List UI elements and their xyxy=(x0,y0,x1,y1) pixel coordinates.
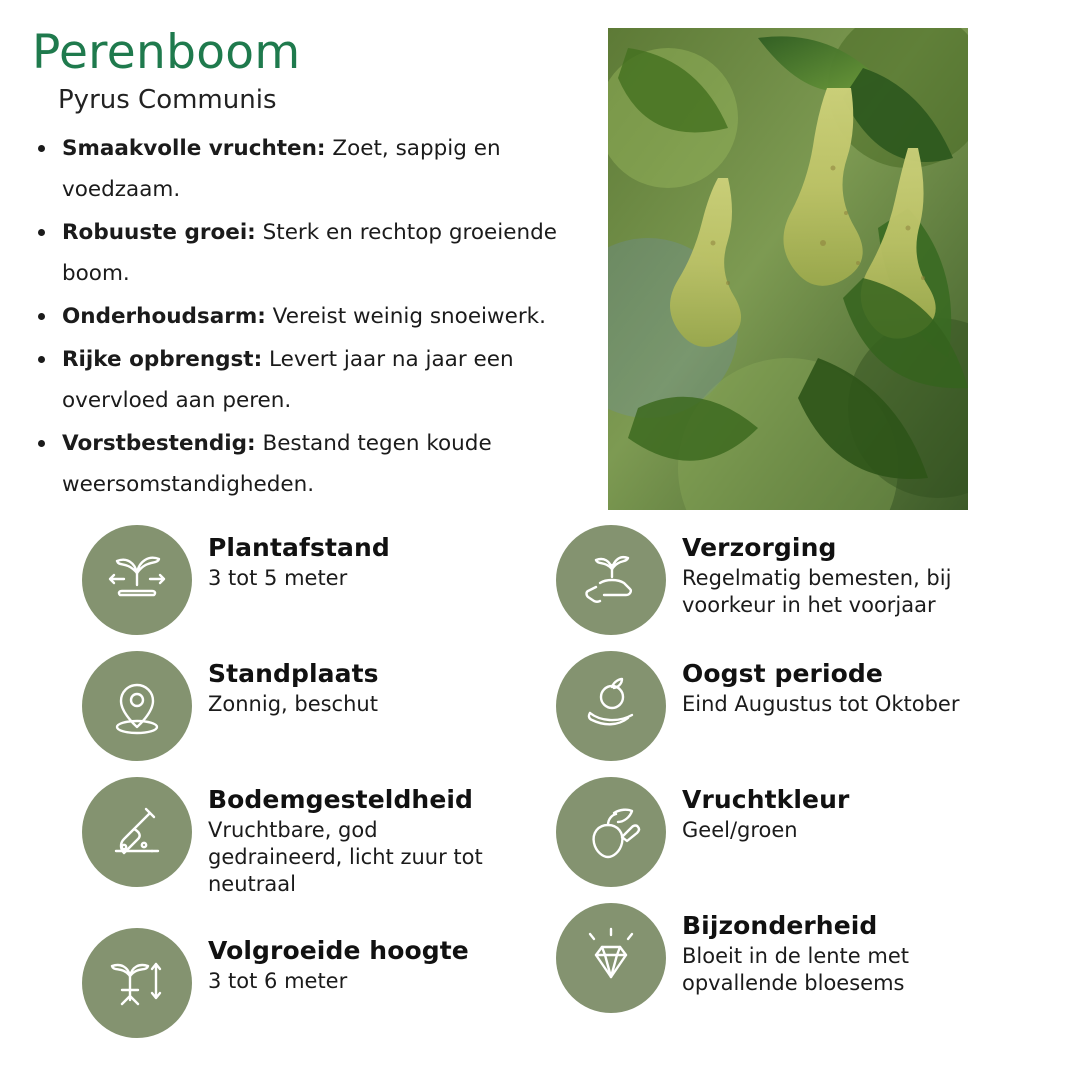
plant-height-icon xyxy=(82,928,192,1038)
page-title: Perenboom xyxy=(32,25,301,80)
feature-list xyxy=(32,128,597,507)
info-title: Bijzonderheid xyxy=(682,911,878,940)
info-item-volgroeide-hoogte xyxy=(82,928,552,1024)
info-title: Plantafstand xyxy=(208,533,390,562)
info-title: Oogst periode xyxy=(682,659,883,688)
info-item-vruchtkleur xyxy=(556,777,1026,873)
hand-plant-icon xyxy=(556,525,666,635)
feature-label: Rijke opbrengst: xyxy=(62,347,263,372)
bullet-icon xyxy=(38,356,45,363)
feature-label: Onderhoudsarm: xyxy=(62,304,266,329)
info-title: Verzorging xyxy=(682,533,837,562)
feature-text: Sterk en rechtop groeiende boom. xyxy=(62,220,557,286)
feature-text: Bestand tegen koude weersomstandigheden. xyxy=(62,431,492,497)
bullet-icon xyxy=(38,313,45,320)
feature-label: Vorstbestendig: xyxy=(62,431,256,456)
info-text xyxy=(208,651,552,718)
info-value: 3 tot 5 meter xyxy=(208,566,348,590)
fruit-leaf-icon xyxy=(556,777,666,887)
info-item-bodemgesteldheid xyxy=(82,777,552,898)
info-item-verzorging xyxy=(556,525,1026,621)
feature-text: Levert jaar na jaar een overvloed aan peren. xyxy=(62,347,514,413)
info-value: Bloeit in de lente met opvallende bloesems xyxy=(682,944,910,995)
location-pin-icon xyxy=(82,651,192,761)
info-item-bijzonderheid xyxy=(556,903,1026,999)
list-item xyxy=(32,128,597,210)
list-item xyxy=(32,423,597,505)
info-item-standplaats xyxy=(82,651,552,747)
feature-label: Robuuste groei: xyxy=(62,220,256,245)
info-value: Eind Augustus tot Oktober xyxy=(682,692,960,716)
info-text xyxy=(682,525,1026,619)
info-value: Vruchtbare, god gedraineerd, licht zuur tot neutraal xyxy=(208,818,483,896)
info-text xyxy=(682,651,1026,718)
pear-tree-photo xyxy=(608,28,968,510)
info-item-oogst-periode xyxy=(556,651,1026,747)
info-column-left xyxy=(82,525,552,1036)
info-value: 3 tot 6 meter xyxy=(208,969,348,993)
info-value: Zonnig, beschut xyxy=(208,692,378,716)
header xyxy=(32,26,592,116)
hand-fruit-icon xyxy=(556,651,666,761)
diamond-icon xyxy=(556,903,666,1013)
feature-text: Vereist weinig snoeiwerk. xyxy=(265,304,546,329)
info-item-plantafstand xyxy=(82,525,552,621)
bullet-icon xyxy=(38,145,45,152)
info-text xyxy=(208,525,552,592)
info-text xyxy=(682,903,1026,997)
info-text xyxy=(208,777,552,898)
bullet-icon xyxy=(38,440,45,447)
feature-label: Smaakvolle vruchten: xyxy=(62,136,326,161)
list-item xyxy=(32,212,597,294)
plant-spacing-icon xyxy=(82,525,192,635)
info-title: Bodemgesteldheid xyxy=(208,785,474,814)
info-text xyxy=(208,928,552,995)
info-value: Geel/groen xyxy=(682,818,798,842)
page-subtitle: Pyrus Communis xyxy=(58,85,277,115)
info-text xyxy=(682,777,1026,844)
info-column-right xyxy=(556,525,1026,1011)
info-title: Volgroeide hoogte xyxy=(208,936,469,965)
info-title: Standplaats xyxy=(208,659,379,688)
bullet-icon xyxy=(38,229,45,236)
list-item xyxy=(32,296,597,337)
shovel-soil-icon xyxy=(82,777,192,887)
list-item xyxy=(32,339,597,421)
info-value: Regelmatig bemesten, bij voorkeur in het voorjaar xyxy=(682,566,952,617)
info-title: Vruchtkleur xyxy=(682,785,850,814)
feature-text: Zoet, sappig en voedzaam. xyxy=(62,136,501,202)
